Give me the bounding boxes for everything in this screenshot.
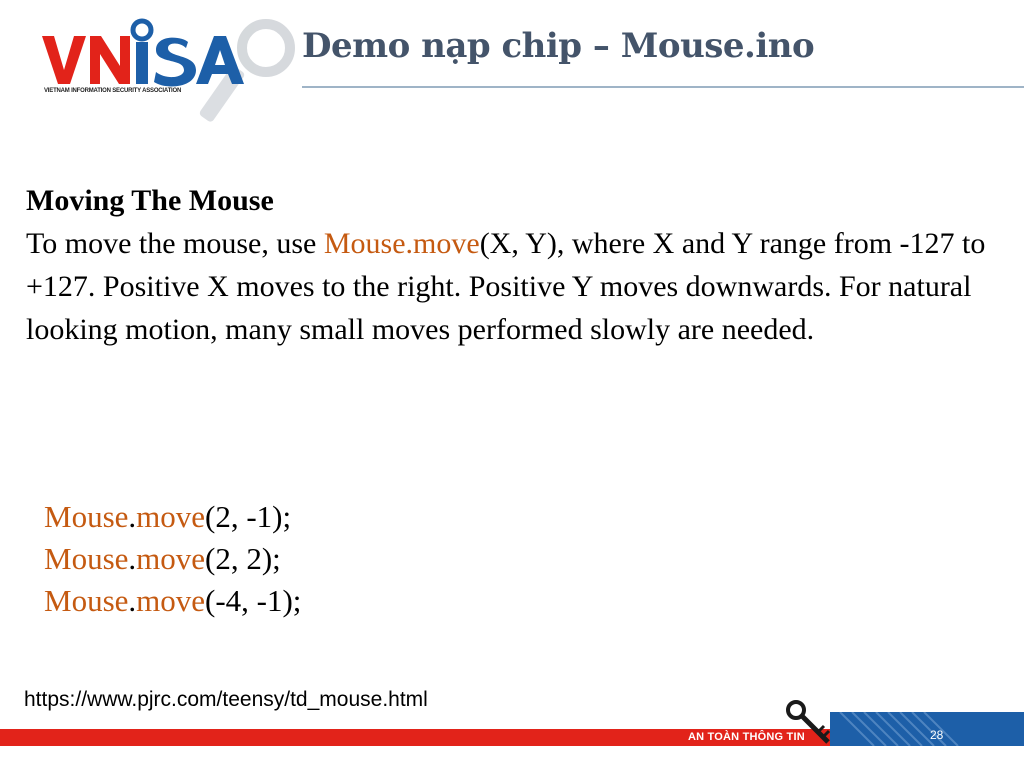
code-object: Mouse: [44, 541, 129, 576]
code-args: (2, 2);: [205, 541, 281, 576]
code-line: [44, 580, 301, 622]
code-dot: .: [128, 499, 137, 534]
mouse-move-highlight: Mouse.move: [323, 227, 480, 260]
code-dot: .: [128, 583, 137, 618]
section-heading: Moving The Mouse: [26, 184, 274, 217]
code-method: move: [136, 583, 206, 618]
page-number: 28: [930, 728, 944, 742]
title-divider: [302, 86, 1024, 88]
code-args: (2, -1);: [205, 499, 292, 534]
code-args: (-4, -1);: [205, 583, 302, 618]
source-url[interactable]: https://www.pjrc.com/teensy/td_mouse.html: [24, 688, 428, 711]
footer-label: AN TOÀN THÔNG TIN: [688, 731, 805, 743]
code-method: move: [136, 541, 206, 576]
code-method: move: [136, 499, 206, 534]
description-paragraph: [26, 222, 1006, 351]
logo-tagline: VIETNAM INFORMATION SECURITY ASSOCIATION: [44, 88, 182, 94]
code-object: Mouse: [44, 583, 129, 618]
code-object: Mouse: [44, 499, 129, 534]
footer-stripes: [830, 712, 1024, 746]
slide-title: Demo nạp chip – Mouse.ino: [302, 26, 815, 66]
code-line: [44, 496, 301, 538]
para-suffix: (X, Y), where X and Y range from -127 to +127. Positive X moves to the right. Positive Y moves downwards. For natural looking motion, many small moves performed slowly are needed.: [26, 227, 986, 346]
code-line: [44, 538, 301, 580]
code-dot: .: [128, 541, 137, 576]
code-example: [44, 496, 301, 622]
vnisa-logo: [38, 8, 298, 128]
slide-body: [26, 180, 1006, 351]
para-prefix: To move the mouse, use: [26, 227, 324, 260]
vnisa-logo-graphic: [38, 8, 298, 128]
